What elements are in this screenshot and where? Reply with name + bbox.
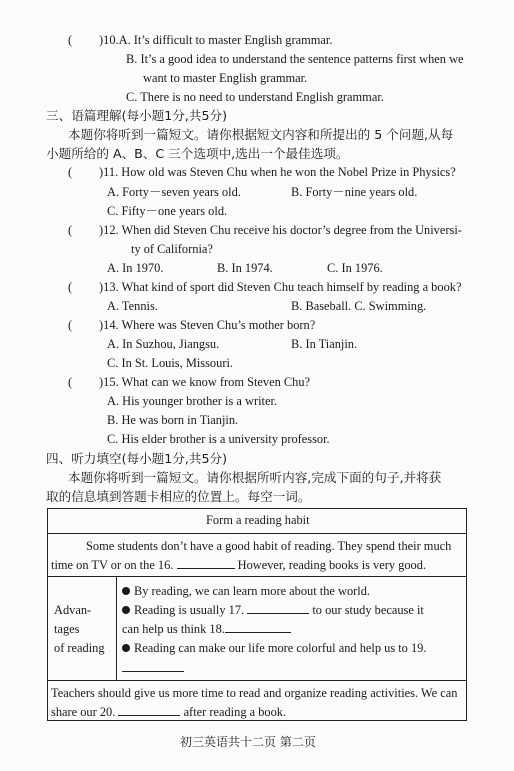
advantages-label-1: Advan- [54,603,92,617]
q12-option-a: A. In 1970. [107,261,164,275]
q10-stem-a: )10.A. It’s difficult to master English grammar. [99,33,333,47]
q15-stem: )15. What can we know from Steven Chu? [99,375,311,389]
q12-option-b: B. In 1974. [217,261,273,275]
section3-heading: 三、语篇理解(每小题1分,共5分) [46,108,227,123]
q12-option-c: C. In 1976. [327,261,383,275]
q11-option-a: A. Forty－seven years old. [107,185,241,199]
bullet-2: Reading is usually 17. to our study because it [122,602,424,619]
blank-20[interactable] [118,714,180,716]
table-rule-2 [47,576,467,577]
blank-16[interactable] [177,567,235,569]
q15-paren: ( [68,375,73,389]
bullet-3: Reading can make our life more colorful and help us to 19. [122,640,426,657]
q14-option-b: B. In Tianjin. [291,337,358,351]
q15-option-c: C. His elder brother is a university professor. [107,432,330,446]
q12-stem: )12. When did Steven Chu receive his doctor’s degree from the Universi- [99,223,462,237]
section4-instructions-1: 本题你将听到一篇短文。请你根据所听内容,完成下面的句子,并将获 [68,470,442,485]
q11-option-b: B. Forty－nine years old. [291,185,418,199]
bullet-icon [122,606,130,614]
bullet-icon [122,644,130,652]
q11-paren: ( [68,165,73,179]
bullet-2-cont: can help us think 18. [122,621,291,638]
table-footer-2: share our 20. after reading a book. [51,705,287,719]
table-column-rule [116,576,117,680]
section4-instructions-2: 取的信息填到答题卡相应的位置上。每空一词。 [46,489,311,504]
q11-stem: )11. How old was Steven Chu when he won the Nobel Prize in Physics? [99,165,456,179]
q10-paren: ( [68,33,73,47]
q13-stem: )13. What kind of sport did Steven Chu teach himself by reading a book? [99,280,462,294]
q12-paren: ( [68,223,73,237]
q14-option-a: A. In Suzhou, Jiangsu. [107,337,220,351]
q15-option-a: A. His younger brother is a writer. [107,394,277,408]
q13-option-bc: B. Baseball. C. Swimming. [291,299,427,313]
bullet-1: By reading, we can learn more about the world. [122,583,370,600]
q10-option-c: C. There is no need to understand English grammar. [126,90,384,104]
table-footer-1: Teachers should give us more time to read and organize reading activities. We can [51,686,458,700]
section3-instructions-2: 小题所给的 A、B、C 三个选项中,选出一个最佳选项。 [46,146,349,161]
q14-option-c: C. In St. Louis, Missouri. [107,356,233,370]
blank-19[interactable] [122,670,184,672]
page-footer: 初三英语共十二页 第二页 [180,735,316,749]
table-rule-1 [47,533,467,534]
section3-instructions-1: 本题你将听到一篇短文。请你根据短文内容和所提出的 5 个问题,从每 [68,127,454,142]
table-intro-2: time on TV or on the 16. However, reading books is very good. [51,558,427,572]
q10-option-b: B. It’s a good idea to understand the sentence patterns first when we [126,52,464,66]
table-title: Form a reading habit [206,513,310,527]
q15-option-b: B. He was born in Tianjin. [107,413,239,427]
q14-paren: ( [68,318,73,332]
table-rule-3 [47,680,467,681]
bullet-icon [122,587,130,595]
q12-stem-cont: ty of California? [131,242,213,256]
table-intro-1: Some students don’t have a good habit of reading. They spend their much [86,539,452,553]
q14-stem: )14. Where was Steven Chu’s mother born? [99,318,316,332]
q13-paren: ( [68,280,73,294]
blank-18[interactable] [225,631,291,633]
advantages-label-3: of reading [54,641,105,655]
section4-heading: 四、听力填空(每小题1分,共5分) [46,451,227,466]
advantages-label-2: tages [54,622,80,636]
q10-option-b-cont: want to master English grammar. [143,71,308,85]
blank-17[interactable] [247,612,309,614]
q13-option-a: A. Tennis. [107,299,158,313]
q11-option-c: C. Fifty－one years old. [107,204,228,218]
